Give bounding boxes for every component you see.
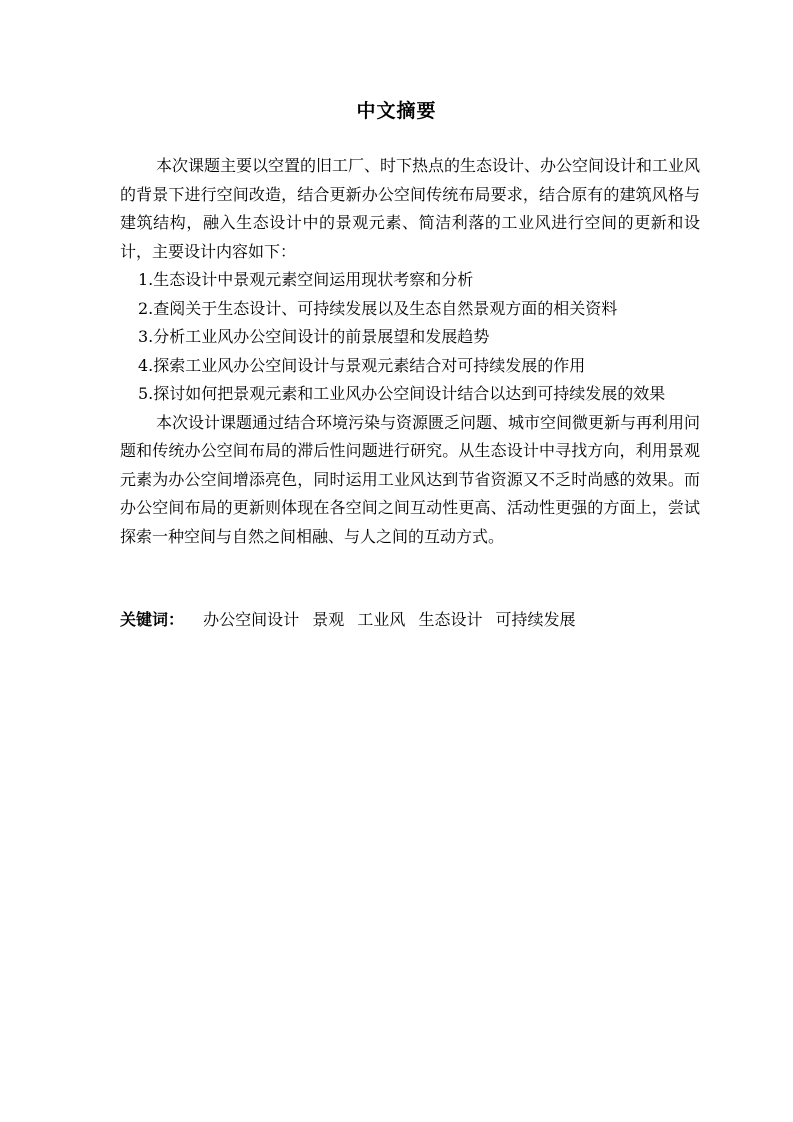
list-item: 1.生态设计中景观元素空间运用现状考察和分析 — [138, 270, 474, 289]
list-item: 2.查阅关于生态设计、可持续发展以及生态自然景观方面的相关资料 — [138, 298, 618, 318]
abstract-title: 中文摘要 — [356, 100, 437, 122]
list-item: 4.探索工业风办公空间设计与景观元素结合对可持续发展的作用 — [138, 355, 586, 375]
list-item: 5.探讨如何把景观元素和工业风办公空间设计结合以达到可持续发展的效果 — [138, 384, 666, 403]
keywords-line — [120, 608, 584, 632]
list-item: 3.分析工业风办公空间设计的前景展望和发展趋势 — [138, 327, 490, 346]
abstract-body — [120, 152, 700, 551]
abstract-paragraph-1: 本次课题主要以空置的旧工厂、时下热点的生态设计、办公空间设计和工业风的背景下进行空间改造，结合更新办公空间传统布局要求，结合原有的建筑风格与建筑结构，融入生态设计中的景观元素、简洁利落的工业风进行空间的更新和设计，主要设计内容如下： — [120, 156, 701, 261]
keywords-label: 关键词： — [120, 610, 185, 629]
design-content-list — [120, 266, 700, 409]
keyword: 工业风 — [357, 610, 406, 629]
keyword: 景观 — [312, 610, 345, 629]
keyword: 办公空间设计 — [203, 610, 300, 629]
abstract-paragraph-2: 本次设计课题通过结合环境污染与资源匮乏问题、城市空间微更新与再利用问题和传统办公空间布局的滞后性问题进行研究。从生态设计中寻找方向，利用景观元素为办公空间增添亮色，同时运用工业风达到节省资源又不乏时尚感的效果。而办公空间布局的更新则体现在各空间之间互动性更高、活动性更强的方面上，尝试探索一种空间与自然之间相融、与人之间的互动方式。 — [120, 412, 701, 546]
keyword: 可持续发展 — [495, 610, 576, 629]
keyword: 生态设计 — [418, 610, 483, 629]
